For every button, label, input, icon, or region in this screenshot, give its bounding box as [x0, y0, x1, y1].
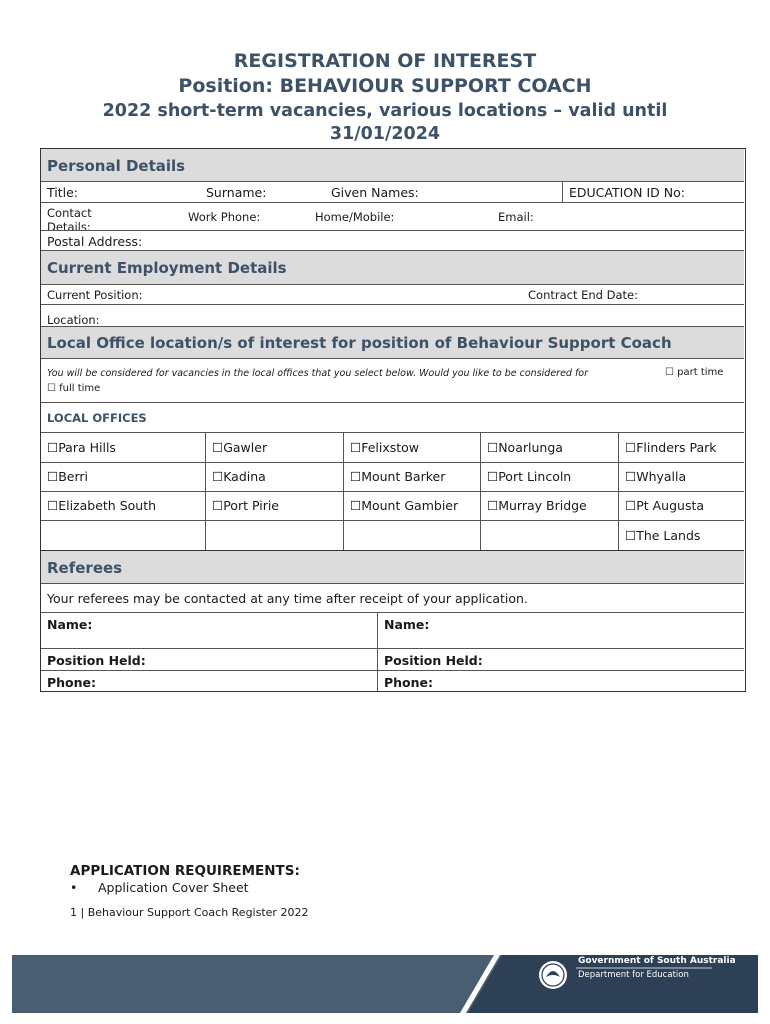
- current-position-field[interactable]: Current Position:: [47, 288, 143, 302]
- full-time-checkbox[interactable]: ☐ full time: [47, 383, 101, 394]
- vacancy-subtitle: 2022 short-term vacancies, various locations – valid until 31/01/2024: [102, 101, 668, 144]
- referee-phone-row: [41, 671, 744, 691]
- office-checkbox[interactable]: ☐Mount Barker: [350, 469, 446, 484]
- office-checkbox[interactable]: ☐Kadina: [212, 469, 266, 484]
- employment-type-row: [41, 359, 744, 403]
- contact-row: [41, 203, 744, 231]
- given-names-field[interactable]: Given Names:: [331, 185, 419, 200]
- position-title: Position: BEHAVIOUR SUPPORT COACH: [178, 75, 592, 97]
- referee2-phone-field[interactable]: Phone:: [384, 675, 434, 690]
- section-heading: Current Employment Details: [47, 259, 287, 277]
- government-crest-icon: [539, 961, 567, 989]
- page-footer: 1 | Behaviour Support Coach Register 2022: [70, 906, 309, 919]
- surname-field[interactable]: Surname:: [206, 185, 267, 200]
- contract-end-field[interactable]: Contract End Date:: [528, 288, 638, 302]
- office-checkbox[interactable]: ☐Flinders Park: [625, 440, 717, 455]
- email-field[interactable]: Email:: [498, 210, 534, 224]
- local-offices-heading: LOCAL OFFICES: [47, 411, 147, 425]
- office-checkbox[interactable]: ☐Noarlunga: [487, 440, 563, 455]
- name-row: [41, 182, 744, 203]
- local-offices-heading-row: [41, 403, 744, 433]
- work-phone-field[interactable]: Work Phone:: [188, 210, 261, 224]
- requirements-heading: APPLICATION REQUIREMENTS:: [70, 863, 300, 879]
- office-checkbox[interactable]: ☐Berri: [47, 469, 89, 484]
- referee1-position-field[interactable]: Position Held:: [47, 653, 146, 668]
- office-checkbox[interactable]: ☐Murray Bridge: [487, 498, 587, 513]
- registration-form: [40, 148, 746, 692]
- referee-name-row: [41, 613, 744, 649]
- postal-address-field[interactable]: Postal Address:: [47, 234, 143, 249]
- office-checkbox[interactable]: ☐Mount Gambier: [350, 498, 459, 513]
- home-mobile-field[interactable]: Home/Mobile:: [315, 210, 395, 224]
- form-title: REGISTRATION OF INTEREST: [233, 50, 537, 72]
- footer-banner: [12, 955, 758, 1013]
- title-field[interactable]: Title:: [47, 185, 78, 200]
- referee1-name-field[interactable]: Name:: [47, 617, 93, 632]
- office-checkbox[interactable]: ☐Whyalla: [625, 469, 687, 484]
- office-checkbox[interactable]: ☐Pt Augusta: [625, 498, 705, 513]
- section-referees: [41, 551, 744, 584]
- office-checkbox[interactable]: ☐Port Pirie: [212, 498, 279, 513]
- requirement-item: Application Cover Sheet: [98, 880, 249, 895]
- location-field[interactable]: Location:: [47, 313, 100, 327]
- location-row: [41, 305, 744, 327]
- brand-line2: Department for Education: [578, 970, 689, 980]
- office-checkbox[interactable]: ☐Elizabeth South: [47, 498, 157, 513]
- referee2-name-field[interactable]: Name:: [384, 617, 430, 632]
- brand-line1: Government of South Australia: [578, 956, 736, 966]
- section-heading: Local Office location/s of interest for position of Behaviour Support Coach: [47, 334, 672, 352]
- education-id-field[interactable]: EDUCATION ID No:: [569, 185, 685, 200]
- referee-position-row: [41, 649, 744, 671]
- list-item: [70, 880, 300, 895]
- contact-details-label: Contact Details:: [47, 206, 92, 231]
- office-checkbox[interactable]: ☐Gawler: [212, 440, 268, 455]
- section-personal-details: [41, 149, 744, 182]
- section-local-office: [41, 327, 744, 359]
- office-checkbox[interactable]: ☐Felixstow: [350, 440, 420, 455]
- application-requirements: [70, 863, 300, 895]
- referees-note: Your referees may be contacted at any time after receipt of your application.: [47, 591, 528, 606]
- consideration-note: You will be considered for vacancies in the local offices that you select below. Would you like to be considered for: [47, 368, 589, 379]
- section-heading: Referees: [47, 559, 123, 577]
- referees-note-row: [41, 584, 744, 613]
- section-heading: Personal Details: [47, 157, 186, 175]
- referee1-phone-field[interactable]: Phone:: [47, 675, 97, 690]
- section-employment: [41, 251, 744, 285]
- office-checkbox[interactable]: ☐Port Lincoln: [487, 469, 572, 484]
- office-grid: [41, 433, 744, 551]
- office-checkbox[interactable]: ☐The Lands: [625, 528, 701, 543]
- postal-row: [41, 231, 744, 251]
- referee2-position-field[interactable]: Position Held:: [384, 653, 483, 668]
- bullet-icon: •: [70, 880, 78, 895]
- position-row: [41, 285, 744, 305]
- part-time-checkbox[interactable]: ☐ part time: [665, 367, 724, 378]
- office-checkbox[interactable]: ☐Para Hills: [47, 440, 116, 455]
